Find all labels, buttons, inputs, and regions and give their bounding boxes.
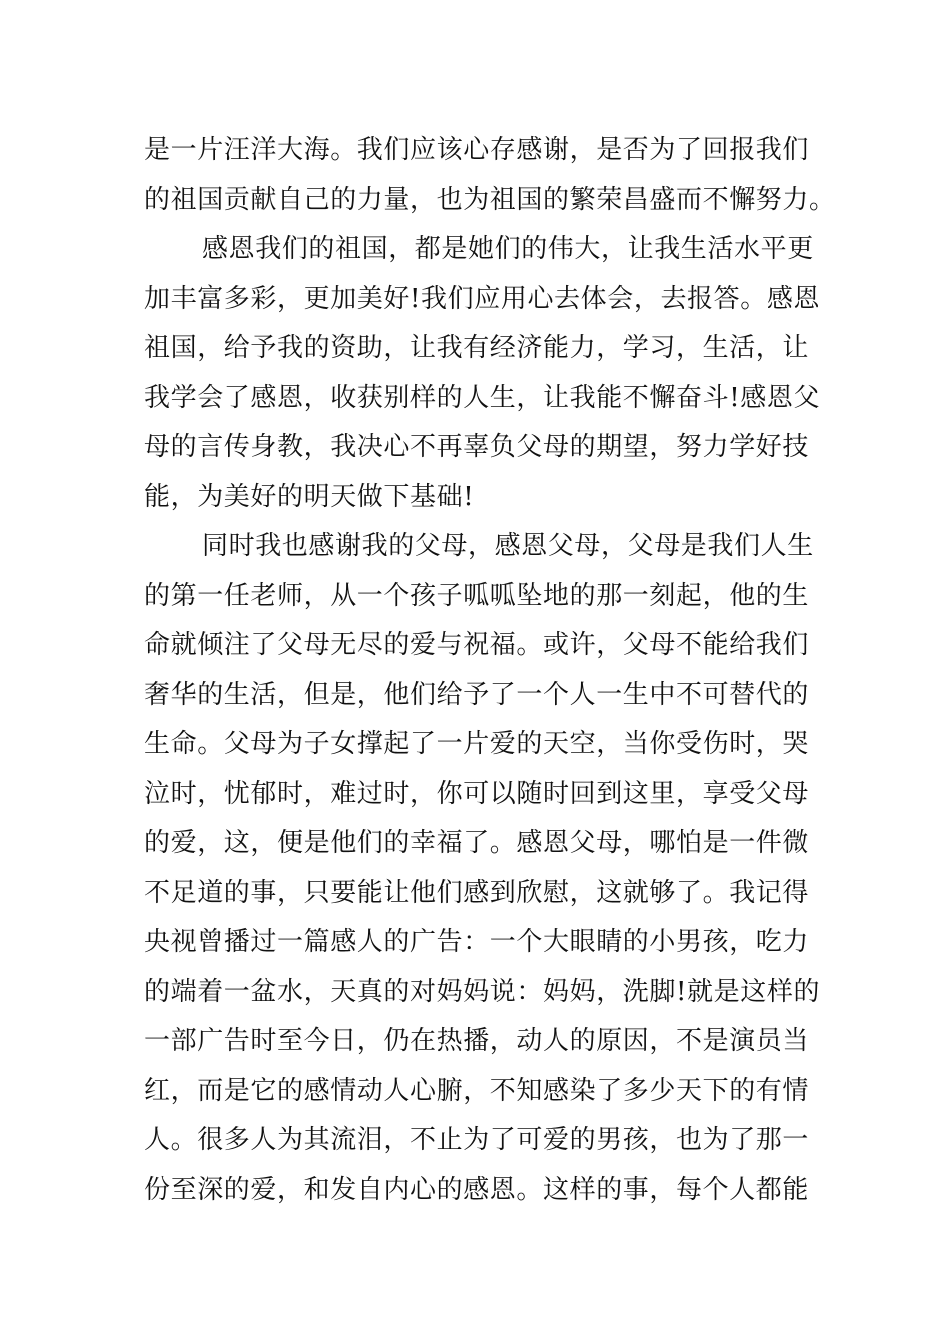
text-line: 奢华的生活，但是，他们给予了一个人一生中不可替代的: [144, 679, 810, 710]
text-line: 人。很多人为其流泪，不止为了可爱的男孩，也为了那一: [144, 1125, 810, 1155]
text-line: 的爱，这，便是他们的幸福了。感恩父母，哪怕是一件微: [144, 828, 810, 858]
text-line: 的祖国贡献自己的力量，也为祖国的繁荣昌盛而不懈努力。: [144, 184, 836, 215]
text-line: 一部广告时至今日，仍在热播，动人的原因，不是演员当: [144, 1026, 810, 1056]
paragraph-start-line: 感恩我们的祖国，都是她们的伟大，让我生活水平更: [202, 234, 814, 264]
paragraph-start-line: 同时我也感谢我的父母，感恩父母，父母是我们人生: [202, 531, 814, 561]
text-line: 命就倾注了父母无尽的爱与祝福。或许，父母不能给我们: [144, 630, 810, 660]
text-line: 泣时，忧郁时，难过时，你可以随时回到这里，享受父母: [144, 778, 810, 809]
text-line: 祖国，给予我的资助，让我有经济能力，学习，生活，让: [144, 333, 810, 363]
body-text: [144, 126, 836, 1215]
text-line: 生命。父母为子女撑起了一片爱的天空，当你受伤时，哭: [144, 729, 810, 759]
text-line: 份至深的爱，和发自内心的感恩。这样的事，每个人都能: [144, 1174, 810, 1205]
text-line: 红，而是它的感情动人心腑，不知感染了多少天下的有情: [144, 1075, 810, 1106]
text-line: 是一片汪洋大海。我们应该心存感谢，是否为了回报我们: [144, 135, 810, 165]
text-line: 央视曾播过一篇感人的广告：一个大眼睛的小男孩，吃力: [144, 927, 810, 957]
text-line: 的端着一盆水，天真的对妈妈说：妈妈，洗脚!就是这样的: [144, 976, 821, 1007]
text-line: 我学会了感恩，收获别样的人生，让我能不懈奋斗!感恩父: [144, 382, 821, 413]
text-line: 加丰富多彩，更加美好!我们应用心去体会，去报答。感恩: [144, 283, 821, 314]
text-line: 母的言传身教，我决心不再辜负父母的期望，努力学好技: [144, 432, 810, 462]
text-line: 的第一任老师，从一个孩子呱呱坠地的那一刻起，他的生: [144, 580, 810, 611]
text-line: 不足道的事，只要能让他们感到欣慰，这就够了。我记得: [144, 877, 810, 908]
text-line: 能，为美好的明天做下基础!: [144, 481, 475, 512]
